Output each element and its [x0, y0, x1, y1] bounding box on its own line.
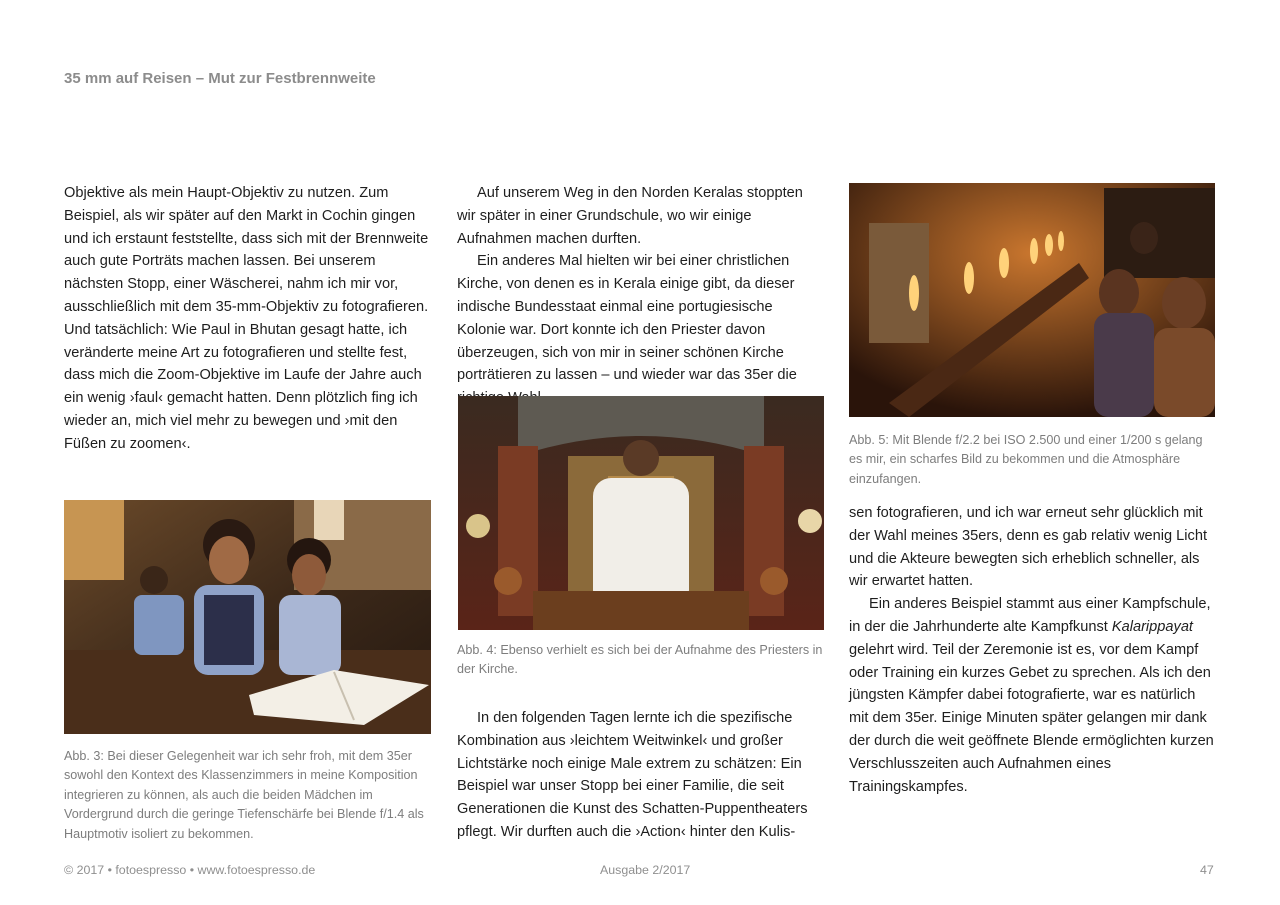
running-header: 35 mm auf Reisen – Mut zur Festbrennweite [64, 70, 376, 87]
body-paragraph: Auf unserem Weg in den Norden Keralas stoppten wir später in einer Grundschule, wo wir einige Aufnahmen machen durften. [457, 185, 803, 247]
caption-text: Abb. 4: Ebenso verhielt es sich bei der Aufnahme des Priesters in der Kirche. [457, 643, 823, 677]
column-2-text [457, 182, 825, 410]
caption-text: Abb. 5: Mit Blende f/2.2 bei ISO 2.500 und einer 1/200 s gelang es mir, ein scharfes Bild zu bekommen und die Atmosphäre einzufangen. [849, 433, 1203, 486]
italic-term: Kalarippayat [1111, 618, 1193, 635]
body-paragraph: Ein anderes Mal hielten wir bei einer christlichen Kirche, von denen es in Kerala einige gibt, da dieser indische Bundesstaat einmal eine portugiesische Kolonie war. Dort konnte ich den Priester davon überzeugen, sich von mir in seiner schönen Kirche porträtieren zu lassen – und wieder war das 35er die [457, 253, 797, 384]
photo-oil-lamps-ceremony [849, 183, 1215, 417]
footer-copyright: © 2017 • fotoespresso • www.fotoespresso.de [64, 863, 316, 877]
caption-text: Abb. 3: Bei dieser Gelegenheit war ich sehr froh, mit dem 35er sowohl den Kontext des Klassenzimmers in meine Komposition integrieren zu können, als auch die beiden Mädchen im Vordergrund durch die geringe Tiefenschärfe bei Blende f/1.4 als Hauptmotiv isoliert zu bekommen. [64, 749, 424, 841]
body-paragraph [849, 593, 1217, 798]
caption-figure-4 [457, 641, 825, 680]
footer-issue: Ausgabe 2/2017 [600, 863, 691, 877]
text-run: Ein anderes Beispiel stammt aus einer Kampfschule, in der die Jahrhunderte alte Kampfkunst [849, 596, 1211, 635]
body-paragraph: In den folgenden Tagen lernte ich die spezifische Kombination aus ›leichtem Weitwinkel‹ und großer Lichtstärke noch einige Male extrem zu schätzen: Ein Beispiel war unser Stopp bei einer Familie, die seit Generationen die Kunst des Schatten-Puppentheaters pflegt. Wir durften auch die ›Action‹ hinter den Kulis- [457, 710, 808, 840]
text-run: gelehrt wird. Teil der Zeremonie ist es, vor dem Kampf oder Training ein kurzes Gebet zu sprechen. Als ich den jüngsten Kämpfer dabei fotografierte, war es natürlich mit dem 35er. Einige Minuten später gelangen mir dank der durch die weit geöffnete Blende ermöglichten kurzen Verschlusszeiten auch Aufnahmen eines Trainingskampfes. [849, 641, 1214, 795]
body-paragraph: Objektive als mein Haupt-Objektiv zu nutzen. Zum Beispiel, als wir später auf den Markt in Cochin gingen und ich erstaunt feststellte, dass sich mit der Brennweite auch gute Porträts machen lassen. Bei unserem nächsten Stopp, einer Wäscherei, nahm ich mir vor, ausschließlich mit dem 35-mm-Objektiv zu fotografieren. Und tatsächlich: Wie Paul in Bhutan gesagt hatte, ich veränderte meine Art zu fotografieren und stellte fest, dass mich die Zoom-Objektive im Laufe der Jahre auch ein wenig ›faul‹ gemacht hatten. Denn plötzlich fing ich wieder an, mich viel mehr zu bewegen und ›mit den Füßen zu zoomen‹. [64, 185, 429, 452]
body-paragraph: sen fotografieren, und ich war erneut sehr glücklich mit der Wahl meines 35ers, denn es gab relativ wenig Licht und die Akteure bewegten sich erheblich schneller, als wir erwartet hatten. [849, 505, 1208, 590]
footer-page-number: 47 [1200, 863, 1214, 877]
photo-priest-church [458, 396, 824, 630]
caption-figure-3 [64, 747, 432, 844]
photo-classroom-girls [64, 500, 431, 734]
column-3-text [849, 502, 1217, 798]
column-2-text-lower [457, 707, 825, 844]
column-1-text [64, 182, 432, 456]
caption-figure-5 [849, 431, 1217, 489]
